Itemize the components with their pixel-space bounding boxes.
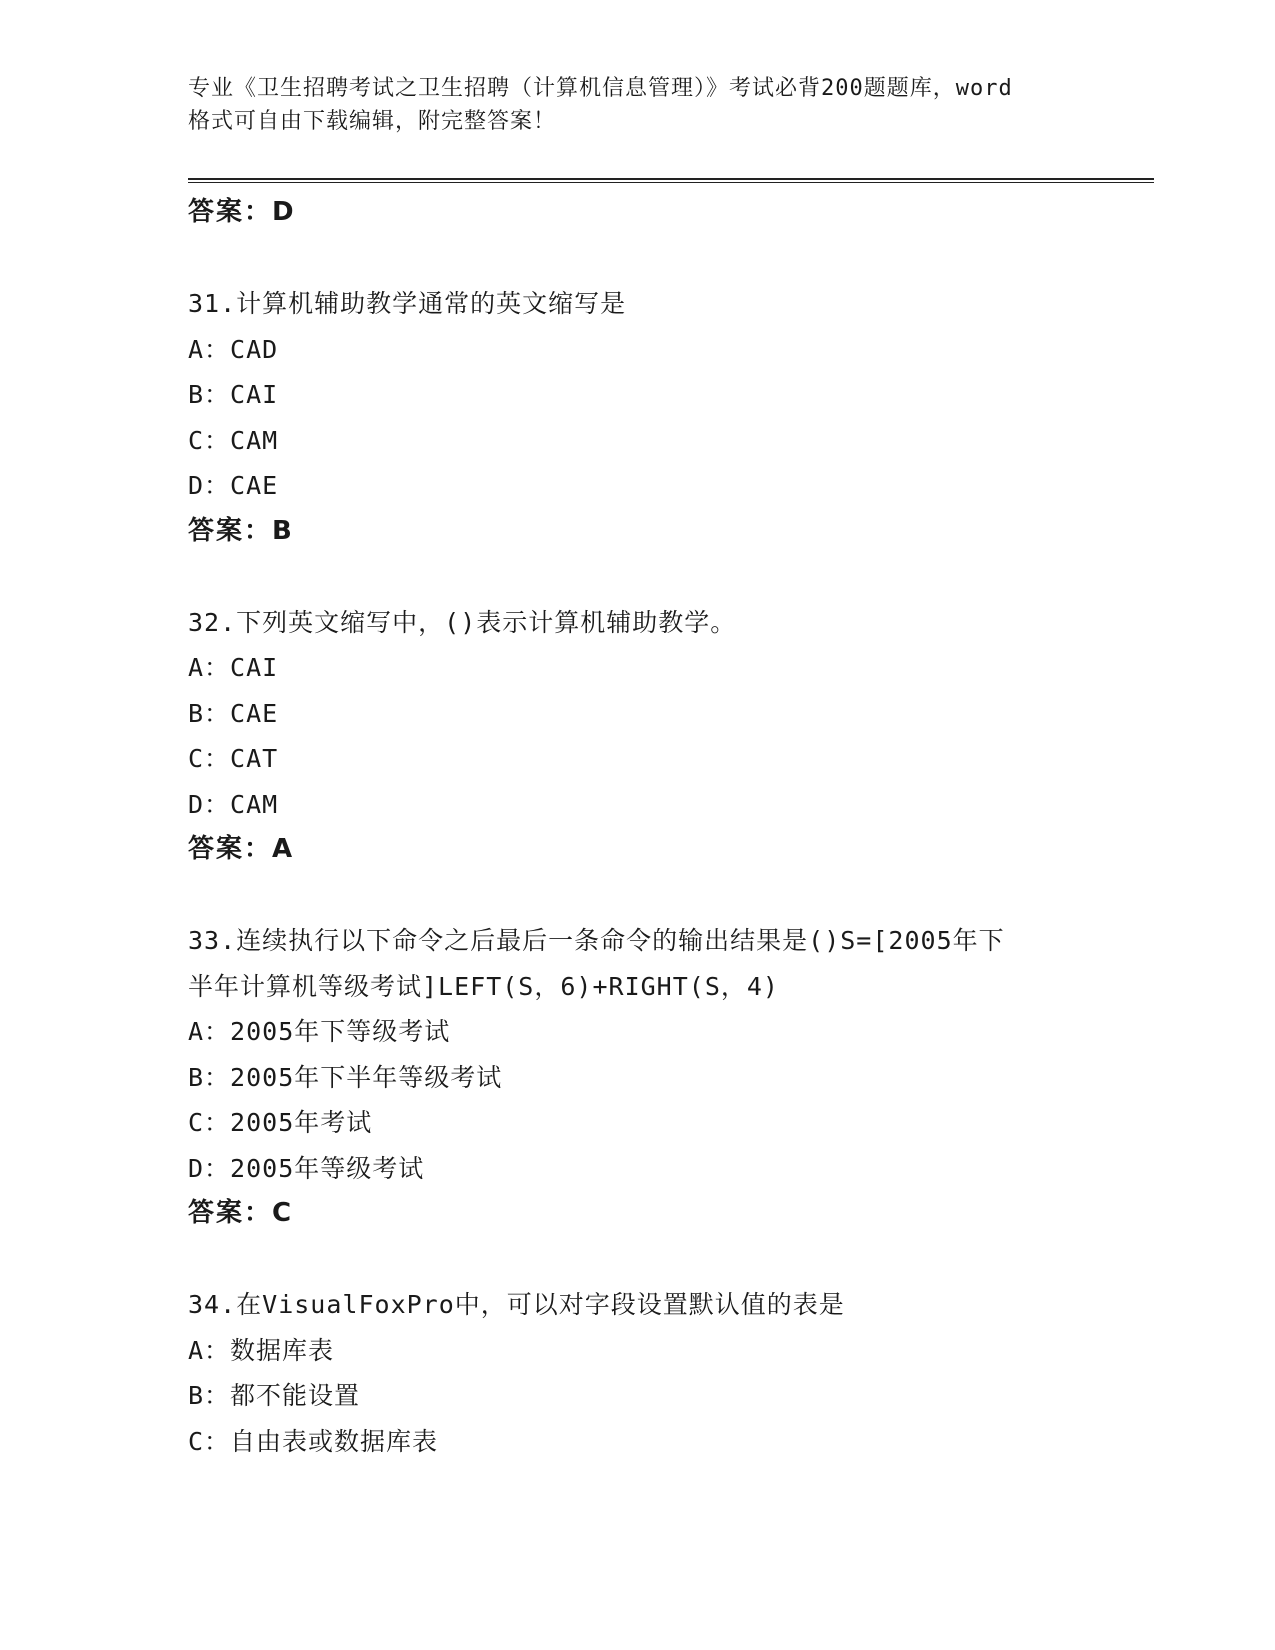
answer-line: 答案：C (188, 1198, 294, 1228)
header-line-2: 格式可自由下载编辑，附完整答案！ (188, 109, 557, 134)
question-text-line-2: 半年计算机等级考试]LEFT(S，6)+RIGHT(S，4) (188, 971, 779, 1001)
question-text: 32.下列英文缩写中，()表示计算机辅助教学。 (188, 607, 737, 637)
question-block (188, 600, 1148, 873)
question-text-line-1: 33.连续执行以下命令之后最后一条命令的输出结果是()S=[2005年下 (188, 926, 1005, 955)
answer-line: 答案：A (188, 834, 295, 864)
spacer (188, 554, 1148, 600)
spacer (188, 236, 1148, 282)
option-c: C：CAM (188, 425, 279, 455)
option-b: B：CAI (188, 380, 279, 409)
answer-line: 答案：B (188, 515, 294, 546)
question-block (188, 281, 1148, 554)
option-a: A：数据库表 (188, 1335, 335, 1365)
option-d: D：2005年等级考试 (188, 1153, 425, 1183)
option-b: B：都不能设置 (188, 1381, 361, 1410)
option-d: D：CAM (188, 789, 279, 819)
option-b: B：2005年下半年等级考试 (188, 1062, 503, 1092)
answer-line: 答案：D (188, 197, 296, 227)
option-a: A：2005年下等级考试 (188, 1017, 451, 1046)
header-line-1: 专业《卫生招聘考试之卫生招聘（计算机信息管理）》考试必背200题题库，word (188, 76, 1013, 101)
header-divider (188, 178, 1154, 183)
question-text: 34.在VisualFoxPro中，可以对字段设置默认值的表是 (188, 1290, 845, 1319)
question-block (188, 1282, 1148, 1464)
document-body (188, 190, 1148, 1464)
option-a: A：CAD (188, 334, 279, 364)
page-header (188, 72, 1088, 138)
option-c: C：2005年考试 (188, 1108, 373, 1137)
spacer (188, 1237, 1148, 1283)
option-c: C：自由表或数据库表 (188, 1426, 439, 1456)
option-b: B：CAE (188, 698, 279, 728)
option-d: D：CAE (188, 471, 279, 500)
question-block (188, 918, 1148, 1237)
option-c: C：CAT (188, 744, 279, 773)
option-a: A：CAI (188, 653, 279, 682)
question-text: 31.计算机辅助教学通常的英文缩写是 (188, 289, 627, 318)
spacer (188, 873, 1148, 919)
